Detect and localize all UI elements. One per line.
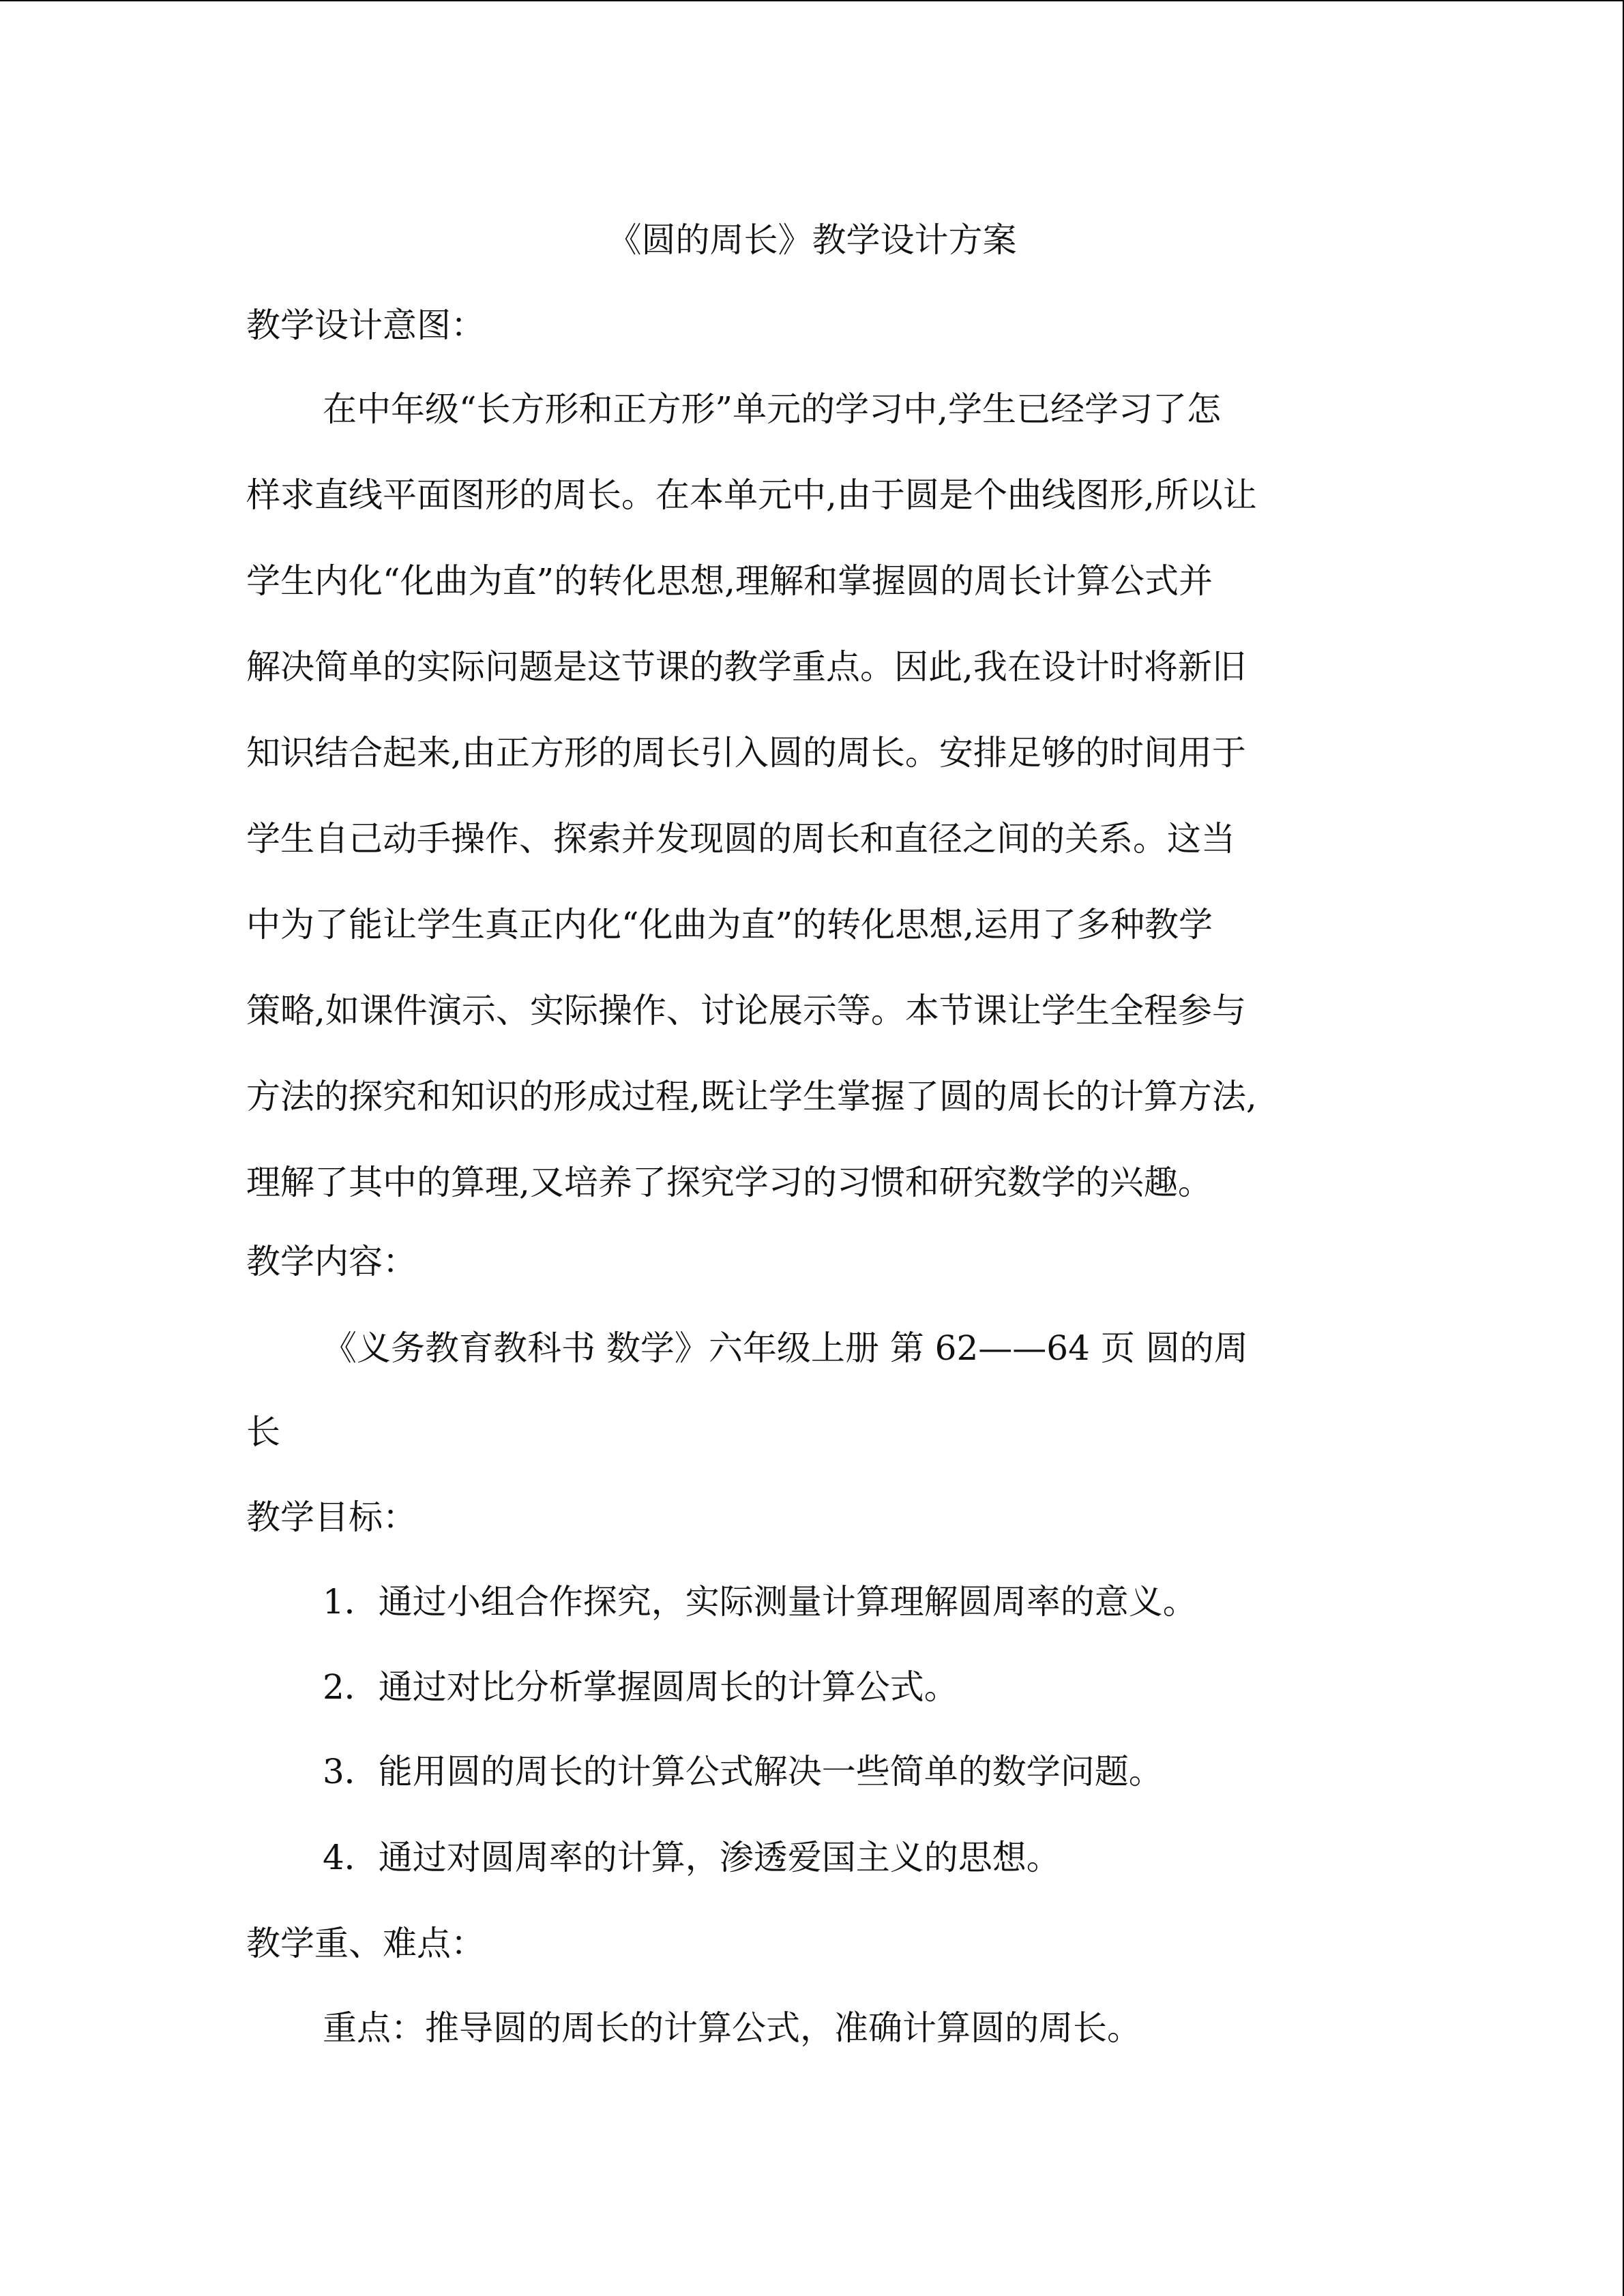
list-item: 3．能用圆的周长的计算公式解决一些简单的数学问题。 — [323, 1752, 1163, 1791]
paragraph-line: 方法的探究和知识的形成过程,既让学生掌握了圆的周长的计算方法, — [246, 1077, 1257, 1116]
list-item: 4．通过对圆周率的计算，渗透爱国主义的思想。 — [323, 1838, 1061, 1877]
content-line: 《义务教育教科书 数学》六年级上册 第 62——64 页 圆的周 — [323, 1328, 1248, 1368]
list-item: 1．通过小组合作探究，实际测量计算理解圆周率的意义。 — [323, 1582, 1197, 1622]
paragraph-line: 知识结合起来,由正方形的周长引入圆的周长。安排足够的时间用于 — [246, 733, 1246, 773]
list-item: 2．通过对比分析掌握圆周长的计算公式。 — [323, 1667, 958, 1707]
paragraph-line: 学生内化“化曲为直”的转化思想,理解和掌握圆的周长计算公式并 — [246, 561, 1213, 601]
section-heading-content: 教学内容： — [246, 1242, 417, 1281]
section-heading-key-points: 教学重、难点： — [246, 1924, 485, 1963]
document-title: 《圆的周长》教学设计方案 — [607, 220, 1017, 260]
paragraph-line: 学生自己动手操作、探索并发现圆的周长和直径之间的关系。这当 — [246, 819, 1235, 859]
paragraph-line: 解决简单的实际问题是这节课的教学重点。因此,我在设计时将新旧 — [246, 647, 1246, 687]
paragraph-line: 样求直线平面图形的周长。在本单元中,由于圆是个曲线图形,所以让 — [246, 475, 1257, 515]
paragraph-line: 中为了能让学生真正内化“化曲为直”的转化思想,运用了多种教学 — [246, 905, 1213, 944]
key-point-line: 重点：推导圆的周长的计算公式，准确计算圆的周长。 — [323, 2008, 1141, 2048]
section-heading-intent: 教学设计意图： — [246, 305, 485, 345]
paragraph-line: 策略,如课件演示、实际操作、讨论展示等。本节课让学生全程参与 — [246, 991, 1246, 1030]
content-line: 长 — [246, 1412, 280, 1452]
section-heading-objectives: 教学目标： — [246, 1497, 417, 1537]
paragraph-line: 在中年级“长方形和正方形”单元的学习中,学生已经学习了怎 — [323, 389, 1222, 429]
paragraph-line: 理解了其中的算理,又培养了探究学习的习惯和研究数学的兴趣。 — [246, 1163, 1212, 1202]
